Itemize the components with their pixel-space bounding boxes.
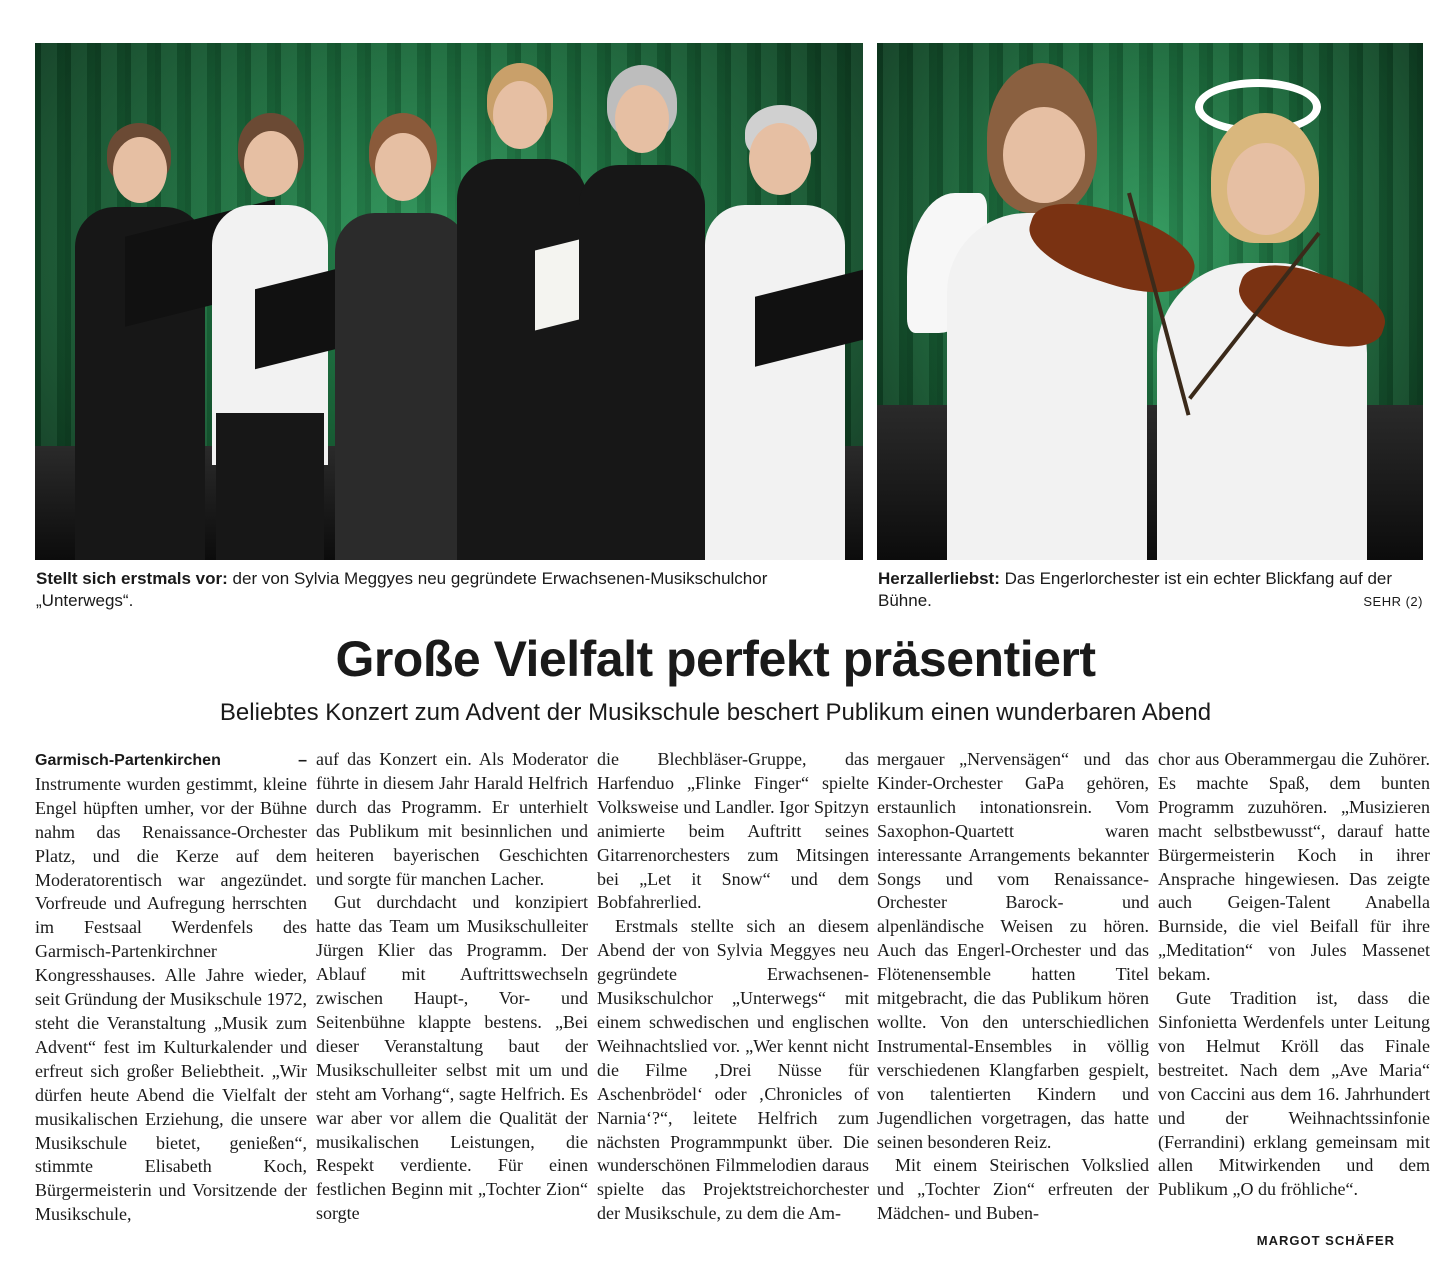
author-byline: MARGOT SCHÄFER xyxy=(1256,1233,1395,1248)
paragraph: mergauer „Nervensägen“ und das Kinder-Orchester GaPa gehören, erstaunlich intonationsrein. Vom Saxophon-Quartett waren interessante Arrangements bekannter Songs und vom Renaissance-Orchester Barock- und alpenländische Weisen zu hören. Auch das Engerl-Orchester und das Flötenensemble hatten Titel mitgebracht, die das Publikum hören wollte. Von den unterschiedlichen Instrumental-Ensembles in völlig verschiedenen Klangfarben gespielt, von talentierten Kindern und Jugendlichen vorgetragen, das hatte seinen besonderen Reiz. xyxy=(877,749,1149,1152)
article-column-2 xyxy=(316,748,588,1226)
paragraph: chor aus Oberammergau die Zuhörer. Es machte Spaß, dem bunten Programm zuzuhören. „Musizieren macht selbstbewusst“, darauf hatte Bürgermeisterin Koch in ihrer Ansprache hingewiesen. Das zeigte auch Geigen-Talent Anabella Burnside, die viel Beifall für ihre „Meditation“ von Jules Massenet bekam. xyxy=(1158,749,1430,985)
singer-figure xyxy=(55,123,215,560)
girl-violinist xyxy=(937,63,1157,560)
article-column-5 xyxy=(1158,748,1430,1202)
article-column-3 xyxy=(597,748,869,1226)
paragraph: Instrumente wurden gestimmt, kleine Engel hüpften umher, vor der Bühne nahm das Renaissance-Orchester Platz, und die Kerze auf dem Moderatorentisch war angezündet. Vorfreude und Aufregung herrschten im Festsaal Werdenfels des Garmisch-Partenkirchner Kongresshauses. Alle Jahre wieder, seit Gründung der Musikschule 1972, steht die Veranstaltung „Musik zum Advent“ fest im Kulturkalender und erfreut sich großer Beliebtheit. „Wir dürfen heute Abend die Vielfalt der musikalischen Erziehung, die unsere Musikschule bietet, genießen“, stimmte Elisabeth Koch, Bürgermeisterin und Vorsitzende der Musikschule, xyxy=(35,773,307,1225)
choir-photo xyxy=(35,43,863,560)
headline: Große Vielfalt perfekt präsentiert xyxy=(335,631,1096,687)
paragraph: auf das Konzert ein. Als Moderator führte in diesem Jahr Harald Helfrich durch das Programm. Er unterhielt das Publikum mit besinnlichen und heiteren bayerischen Geschichten und sorgte für manchen Lacher. xyxy=(316,749,588,889)
dateline: Garmisch-Partenkirchen – xyxy=(35,752,307,769)
paragraph: Mit einem Steirischen Volkslied und „Tochter Zion“ erfreuten der Mädchen- und Buben- xyxy=(877,1155,1149,1224)
caption-lead: Herzallerliebst: xyxy=(878,569,1000,588)
caption-text: Das Engerlorchester ist ein echter Blickfang auf der Bühne. xyxy=(878,569,1393,610)
angel-orchestra-photo xyxy=(877,43,1423,560)
paragraph: die Blechbläser-Gruppe, das Harfenduo „Flinke Finger“ spielte Volksweise und Landler. Igor Spitzyn animierte beim Auftritt seines Gitarrenorchesters zum Mitsingen bei „Let it Snow“ und dem Bobfahrerlied. xyxy=(597,749,869,913)
article-column-4 xyxy=(877,748,1149,1226)
paragraph: Erstmals stellte sich an diesem Abend der von Sylvia Meggyes neu gegründete Erwachsenen-Musikschulchor „Unterwegs“ mit einem schwedischen und englischen Weihnachtslied vor. „Wer kennt nicht die Filme ‚Drei Nüsse für Aschenbrödel‘ oder ‚Chronicles of Narnia‘?“, leitete Helfrich zum nächsten Programmpunkt über. Die wunderschönen Filmmelodien daraus spielte das Projektstreichorchester der Musikschule, zu dem die Am- xyxy=(597,916,869,1224)
caption-lead: Stellt sich erstmals vor: xyxy=(36,569,228,588)
caption-text: der von Sylvia Meggyes neu gegründete Erwachsenen-Musikschulchor „Unterwegs“. xyxy=(36,569,768,610)
singer-figure xyxy=(565,65,715,560)
angel-photo-caption xyxy=(878,568,1423,612)
choir-photo-caption xyxy=(36,568,862,612)
paragraph: Gut durchdacht und konzipiert hatte das Team um Musikschulleiter Jürgen Klier das Programm. Der Ablauf mit Auftrittswechseln zwischen Haupt-, Vor- und Seitenbühne klappte bestens. „Bei dieser Veranstaltung baut der Musikschulleiter selbst mit um und steht am Vorhang“, sagte Helfrich. Es war aber vor allem die Qualität der musikalischen Leistungen, die Respekt verdiente. Für einen festlichen Beginn mit „Tochter Zion“ sorgte xyxy=(316,892,588,1224)
paragraph: Gute Tradition ist, dass die Sinfonietta Werdenfels unter Leitung von Helmut Kröll das Finale bestreitet. Nach dem „Ave Maria“ von Caccini aus dem 16. Jahrhundert und der Weihnachtssinfonie (Ferrandini) erklang gemeinsam mit allen Mitwirkenden und dem Publikum „O du fröhliche“. xyxy=(1158,988,1430,1200)
photo-credit: SEHR (2) xyxy=(1363,594,1423,609)
subheadline: Beliebtes Konzert zum Advent der Musikschule beschert Publikum einen wunderbaren Abend xyxy=(219,699,1212,726)
article-column-1 xyxy=(35,748,307,1227)
